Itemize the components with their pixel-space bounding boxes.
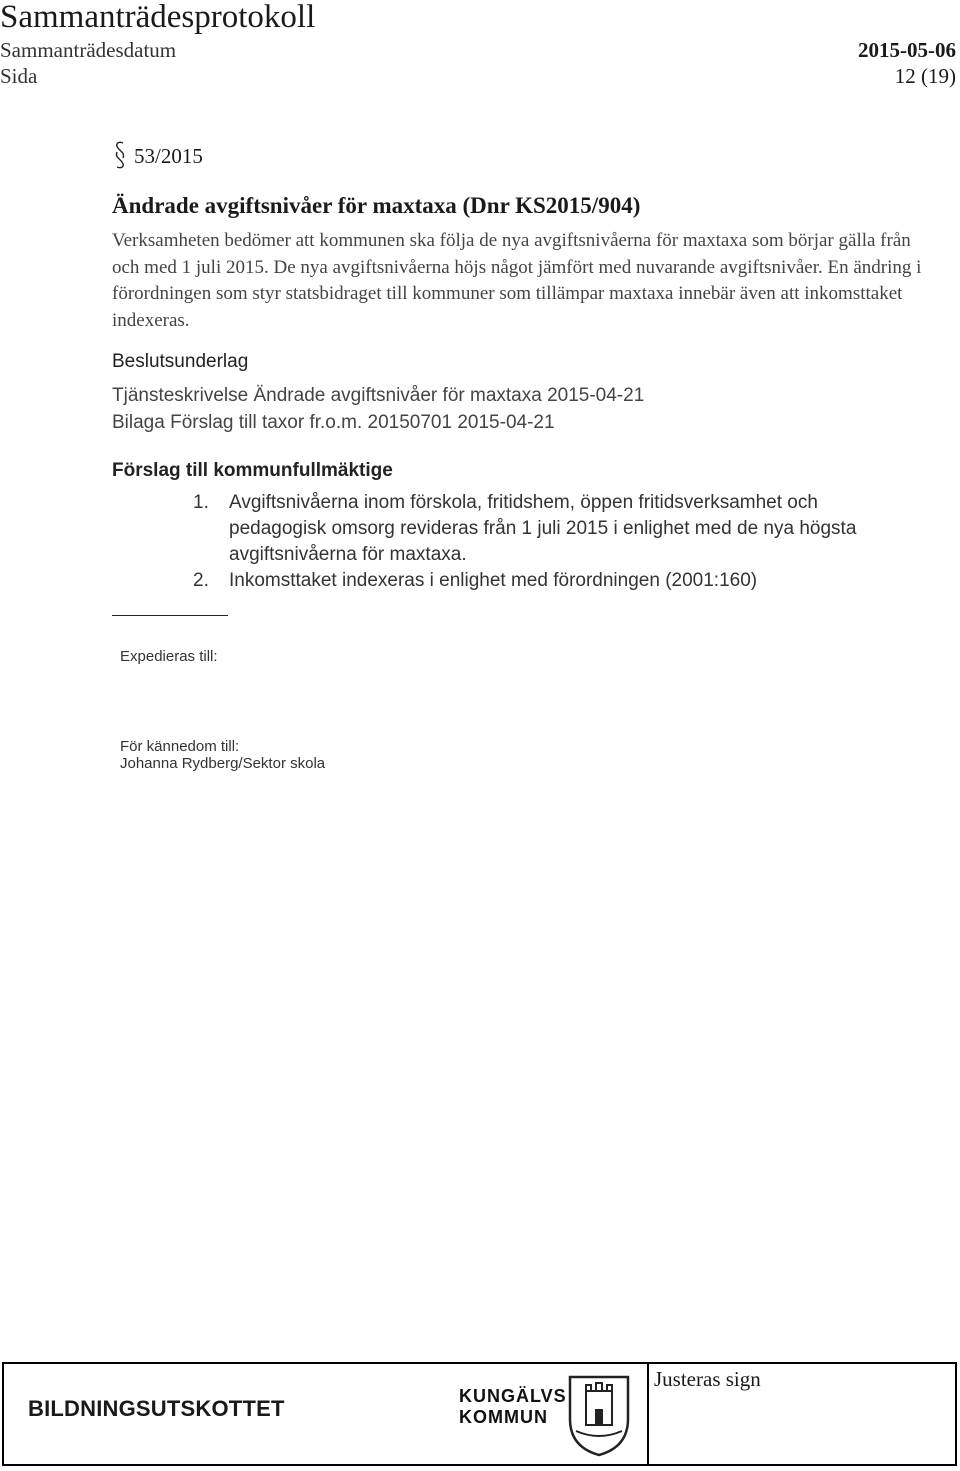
proposal-number: 1. (193, 492, 209, 513)
section-heading: Ändrade avgiftsnivåer för maxtaxa (Dnr KS2015/904) (112, 193, 641, 218)
page-number-row (0, 64, 956, 88)
footer (2, 1362, 957, 1466)
section-sign-icon (113, 140, 127, 170)
proposal-list (193, 490, 913, 594)
meeting-date-label: Sammanträdesdatum (0, 38, 177, 62)
kannedom-label: För kännedom till: (120, 738, 240, 755)
separator-line (112, 615, 228, 616)
meeting-date-row (0, 38, 956, 62)
proposal-number: 2. (193, 570, 209, 591)
justeras-sign-label: Justeras sign (654, 1367, 761, 1391)
beslutsunderlag-item: Bilaga Förslag till taxor fr.o.m. 20150701 2015-04-21 (112, 412, 555, 433)
meeting-date-value: 2015-05-06 (858, 38, 956, 62)
proposal-item (193, 490, 913, 568)
proposal-item (193, 568, 913, 594)
footer-divider (647, 1364, 649, 1464)
proposal-text: Inkomsttaket indexeras i enlighet med förordningen (2001:160) (229, 570, 758, 591)
kannedom-recipient: Johanna Rydberg/Sektor skola (120, 755, 326, 772)
proposal-text: Avgiftsnivåerna inom förskola, fritidshem, öppen fritidsverksamhet och pedagogisk omsorg revideras från 1 juli 2015 i enlighet med de nya högsta avgiftsnivåerna för maxtaxa. (229, 492, 857, 565)
section-body: Verksamheten bedömer att kommunen ska följa de nya avgiftsnivåerna för maxtaxa som börjar gälla från och med 1 juli 2015. De nya avgiftsnivåerna höjs något jämfört med nuvarande avgiftsnivåer. En ändring i förordningen som styr statsbidraget till kommuner som tillämpar maxtaxa innebär även att inkomsttaket indexeras. (112, 230, 922, 331)
coat-of-arms-icon (564, 1369, 634, 1459)
page-number-value: 12 (19) (894, 64, 956, 88)
page-label: Sida (0, 64, 38, 88)
section-number: 53/2015 (134, 144, 203, 168)
document-title: Sammanträdesprotokoll (0, 0, 316, 35)
beslutsunderlag-heading: Beslutsunderlag (112, 351, 249, 372)
municipality-logo-text: KUNGÄLVS KOMMUN (459, 1386, 567, 1427)
beslutsunderlag-item: Tjänsteskrivelse Ändrade avgiftsnivåer för maxtaxa 2015-04-21 (112, 385, 645, 406)
expedieras-label: Expedieras till: (120, 648, 218, 665)
forslag-heading: Förslag till kommunfullmäktige (112, 460, 393, 481)
committee-name: BILDNINGSUTSKOTTET (28, 1396, 285, 1421)
